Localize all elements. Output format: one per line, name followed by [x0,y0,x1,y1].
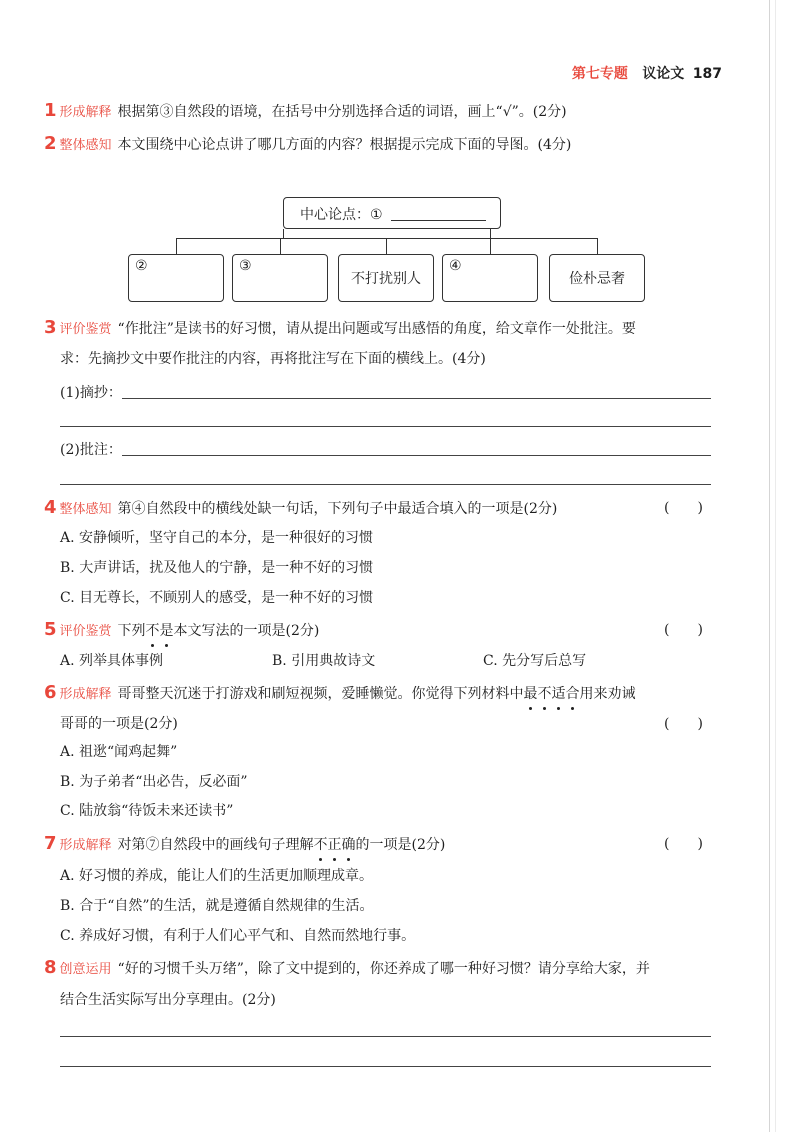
question-number: 5 [44,619,57,640]
option-b: B. 为子弟者“出必告，反必面” [60,774,248,790]
question-tag: 整体感知 [59,138,112,153]
emphasis-text [146,623,174,639]
question-8-line2: 结合生活实际写出分享理由。(2分) [60,992,276,1008]
mindmap-connector [490,238,491,254]
question-text: “作批注”是读书的好习惯，请从提出问题或写出感悟的角度，给文章作一处批注。要 [117,321,636,337]
emphasis-char: 不 [537,686,552,702]
question-6-line2: 哥哥的一项是(2分) [60,716,178,732]
option-a: A. 祖逖“闻鸡起舞” [60,744,178,760]
mindmap-branch-4[interactable] [442,254,538,302]
page-edge-line-2 [775,0,776,1132]
option-a: A. 安静倾听，坚守自己的本分，是一种很好的习惯 [60,530,374,546]
option-b: B. 引用典故诗文 [272,653,376,669]
emphasis-char: 不 [313,837,328,853]
question-text-pre: 哥哥整天沉迷于打游戏和刷短视频，爱睡懒觉。你觉得下列材料中 [117,686,524,702]
question-text: 根据第③自然段的语境，在括号中分别选择合适的词语，画上“√”。(2分) [117,104,567,120]
answer-paren[interactable]: ( ) [664,622,703,638]
note-answer-line[interactable] [122,455,711,456]
question-text: 本文围绕中心论点讲了哪几方面的内容？根据提示完成下面的导图。(4分) [117,137,572,153]
mindmap-branch-frugal [549,254,645,302]
emphasis-text [314,837,356,853]
note-label: (2)批注： [60,442,122,458]
question-7 [44,834,445,856]
question-tag: 形成解释 [59,687,112,702]
emphasis-char: 正 [327,837,342,853]
mindmap-connector [490,229,491,238]
emphasis-char: 最 [523,686,538,702]
question-text-pre: 对第⑦自然段中的画线句子理解 [117,837,314,853]
mindmap-branch-label: ② [135,258,148,274]
question-number: 1 [44,100,57,121]
question-number: 3 [44,317,57,338]
excerpt-answer-line[interactable] [122,398,711,399]
question-text: 第④自然段中的横线处缺一句话，下列句子中最适合填入的一项是(2分) [117,501,558,517]
header-title: 议论文 [642,66,685,82]
emphasis-char: 适 [551,686,566,702]
answer-paren[interactable]: ( ) [664,836,703,852]
page-edge-line [769,0,770,1132]
mindmap-branch-label: ③ [239,258,252,274]
question-4 [44,498,557,520]
mindmap-branch-label: 不打扰别人 [351,271,421,287]
page-number: 187 [692,66,722,82]
header-section: 第七专题 [571,66,628,82]
mindmap-center-blank[interactable] [391,220,486,221]
question-tag: 形成解释 [59,838,112,853]
emphasis-text [524,686,580,702]
page-header [572,63,722,83]
mindmap-center-box [283,197,501,229]
mindmap-connector [283,229,284,238]
emphasis-char: 合 [565,686,580,702]
question-text-post: 的一项是(2分) [355,837,446,853]
answer-paren[interactable]: ( ) [664,500,703,516]
question-number: 8 [44,957,57,978]
emphasis-char: 确 [341,837,356,853]
question-6 [44,683,636,705]
mindmap-branch-label: ④ [449,258,462,274]
mindmap-connector [386,238,387,254]
mindmap-branch-2[interactable] [128,254,224,302]
answer-line[interactable] [60,1066,711,1067]
mindmap-center-label: 中心论点：① [300,207,383,223]
question-3 [44,318,636,340]
option-b: B. 大声讲话，扰及他人的宁静，是一种不好的习惯 [60,560,374,576]
option-a: A. 列举具体事例 [60,653,164,669]
question-1 [44,101,567,123]
emphasis-char: 不 [145,623,160,639]
question-tag: 形成解释 [59,105,112,120]
question-number: 7 [44,833,57,854]
option-a: A. 好习惯的养成，能让人们的生活更加顺理成章。 [60,868,374,884]
question-8 [44,958,650,980]
mindmap-connector [280,238,281,254]
question-5 [44,620,319,642]
question-number: 2 [44,133,57,154]
option-b: B. 合于“自然”的生活，就是遵循自然规律的生活。 [60,898,374,914]
mindmap-connector [597,238,598,254]
mindmap-branch-3[interactable] [232,254,328,302]
note-answer-line[interactable] [60,484,711,485]
question-text-post: 本文写法的一项是(2分) [173,623,320,639]
answer-line[interactable] [60,1036,711,1037]
mindmap-branch-no-disturb [338,254,434,302]
mindmap-connector [176,238,177,254]
question-tag: 评价鉴赏 [59,322,112,337]
option-c: C. 先分写后总写 [483,653,587,669]
option-c: C. 养成好习惯，有利于人们心平气和、自然而然地行事。 [60,928,416,944]
option-c: C. 目无尊长，不顾别人的感受，是一种不好的习惯 [60,590,374,606]
question-2 [44,134,571,156]
question-text-post: 用来劝诫 [579,686,636,702]
excerpt-answer-line[interactable] [60,426,711,427]
answer-paren[interactable]: ( ) [664,716,703,732]
option-c: C. 陆放翁“待饭未来还读书” [60,803,234,819]
question-text: “好的习惯千头万绪”，除了文中提到的，你还养成了哪一种好习惯？请分享给大家，并 [117,961,650,977]
question-number: 4 [44,497,57,518]
question-number: 6 [44,682,57,703]
question-tag: 创意运用 [59,962,112,977]
question-tag: 评价鉴赏 [59,624,112,639]
question-text-pre: 下列 [117,623,146,639]
mindmap-branch-label: 俭朴忌奢 [569,271,625,287]
question-tag: 整体感知 [59,502,112,517]
emphasis-char: 是 [159,623,174,639]
excerpt-label: (1)摘抄： [60,385,122,401]
question-3-line2: 求：先摘抄文中要作批注的内容，再将批注写在下面的横线上。(4分) [60,351,486,367]
